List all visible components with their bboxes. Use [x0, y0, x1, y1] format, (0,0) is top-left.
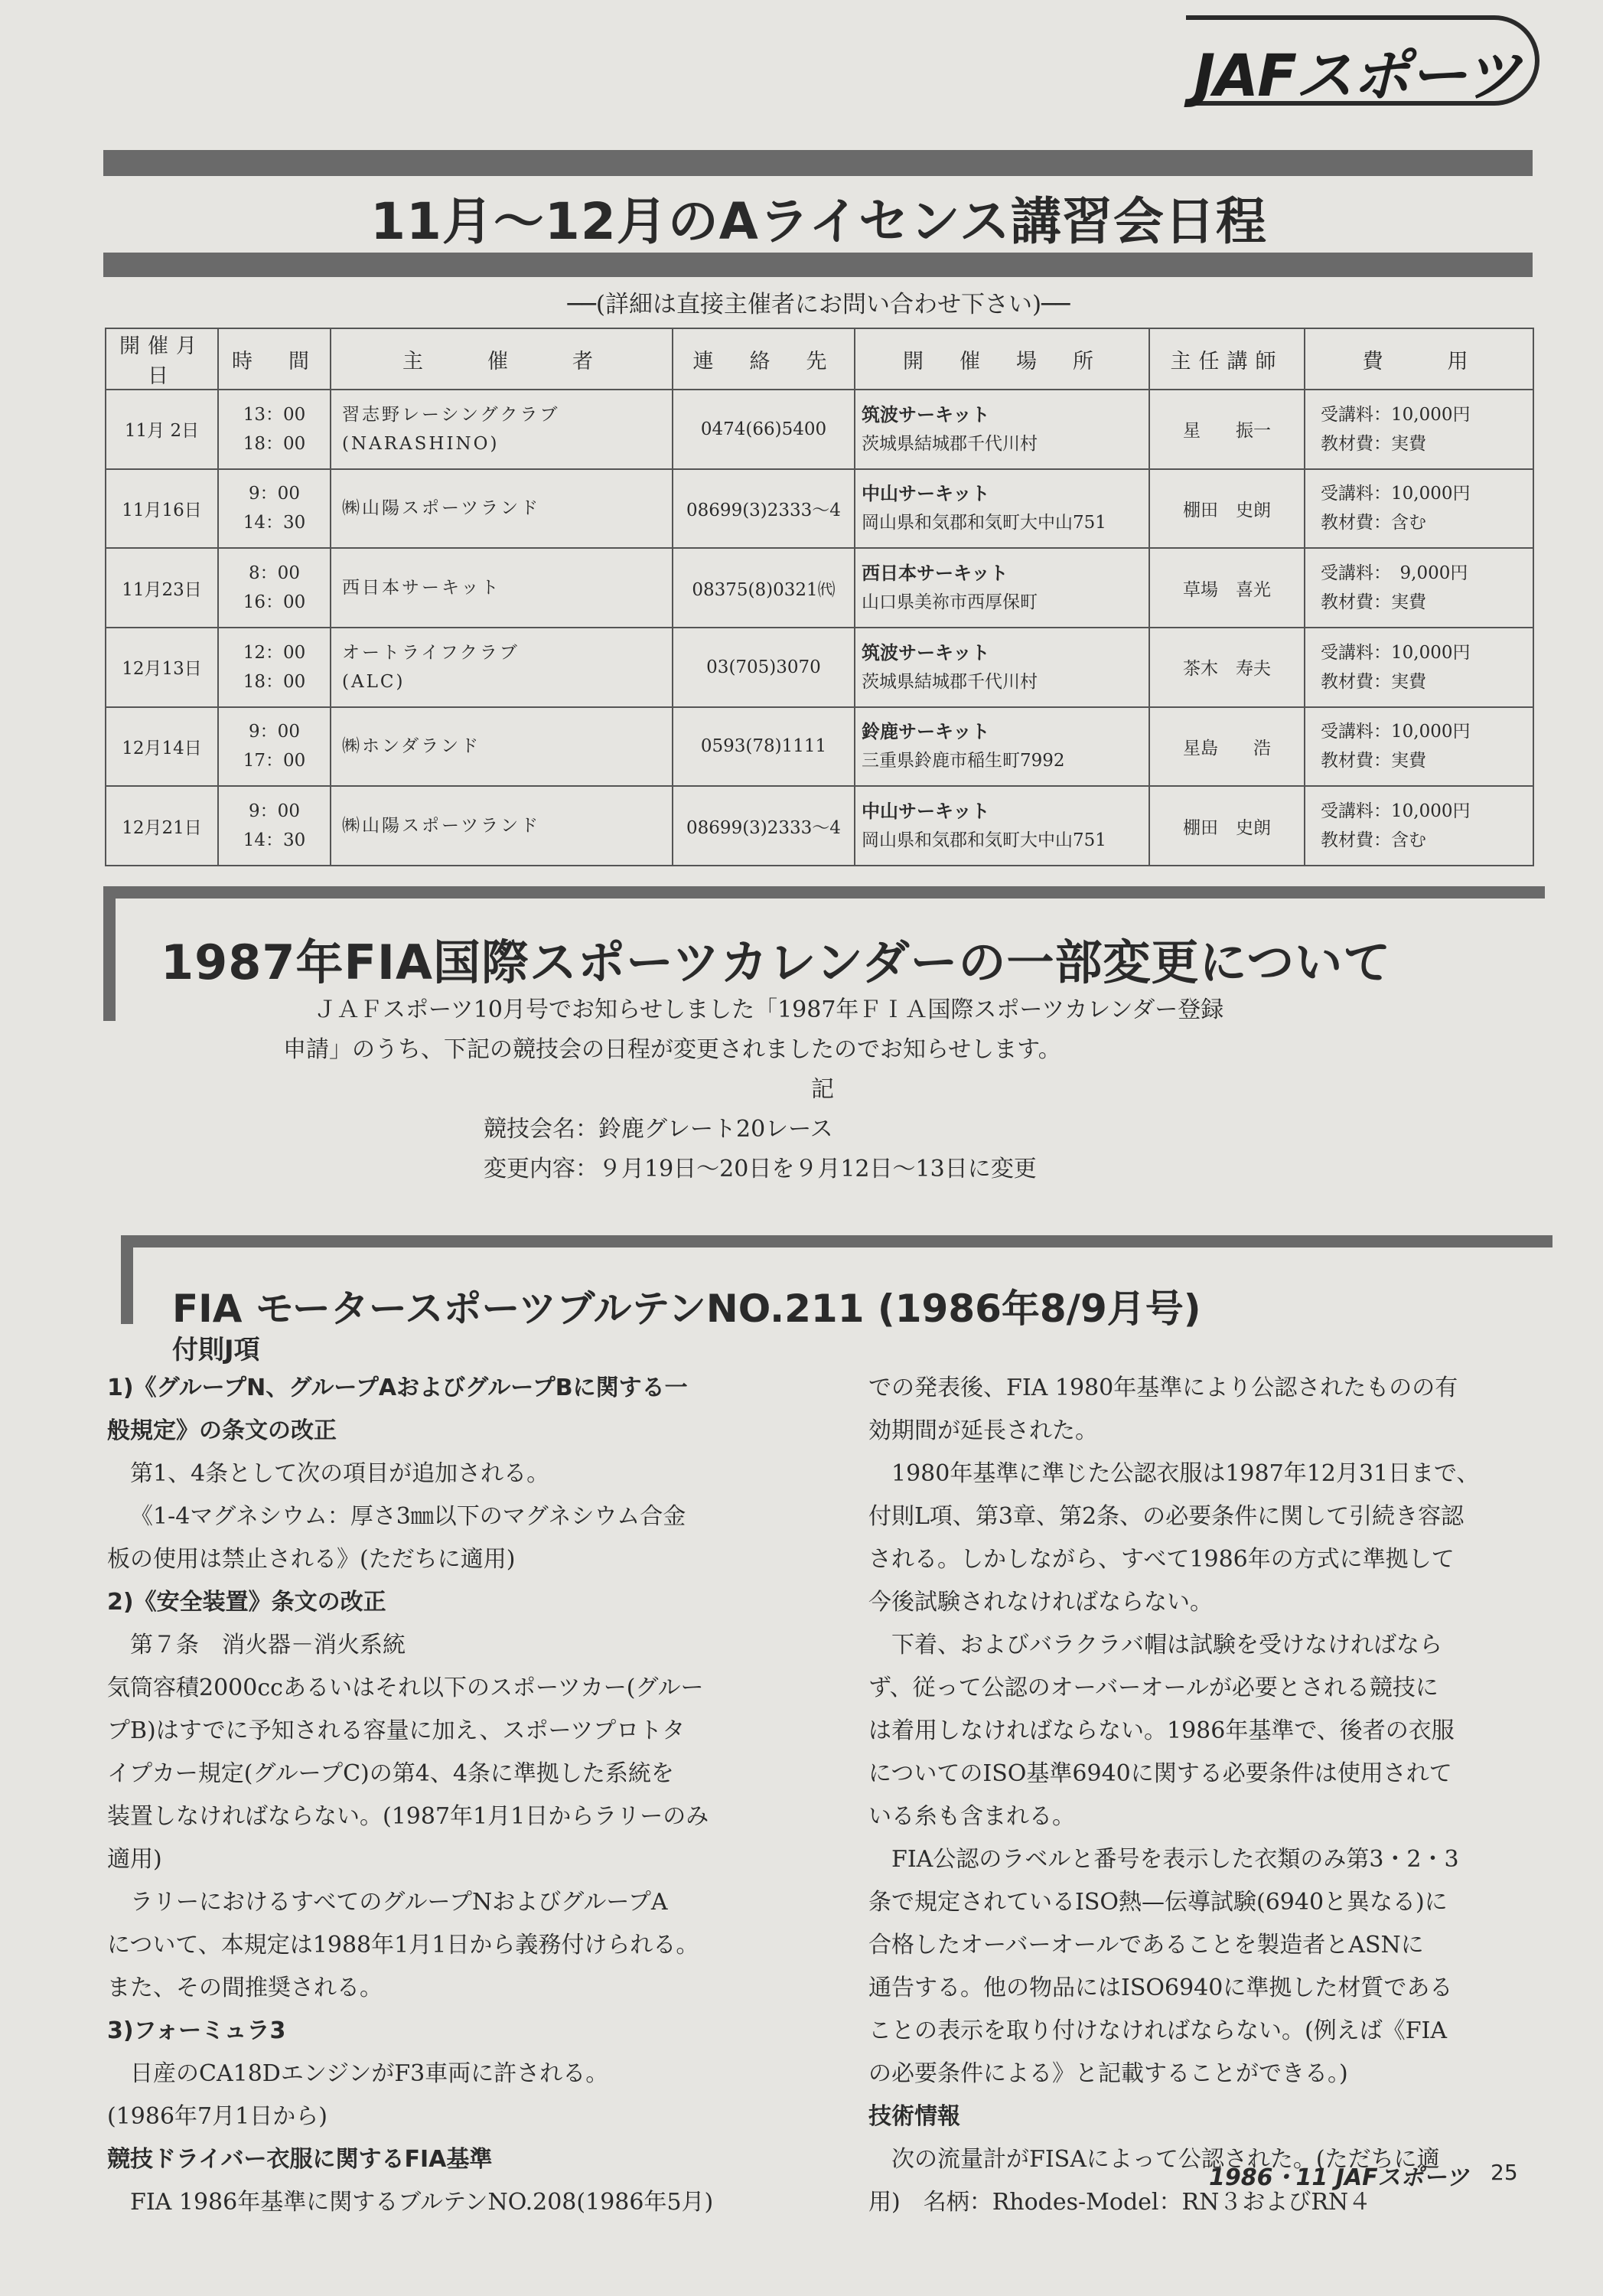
article-heading: 般規定》の条文の改正	[107, 1417, 337, 1444]
cell-instructor: 草場 喜光	[1149, 548, 1305, 628]
cell-time	[218, 390, 331, 469]
section3-title: FIA モータースポーツブルテンNO.211 (1986年8/9月号)	[172, 1287, 1201, 1331]
article-line: 付則L項、第3章、第2条、の必要条件に関して引続き容認	[868, 1503, 1465, 1530]
fee-lecture: 受講料： 9,000円	[1321, 563, 1468, 584]
section1-note: ──(詳細は直接主催者にお問い合わせ下さい)──	[567, 291, 1070, 318]
article-line: される。しかしながら、すべて1986年の方式に準拠して	[868, 1546, 1455, 1573]
cell-organizer	[331, 628, 673, 707]
cell-date: 12月14日	[106, 707, 218, 787]
article-line: FIA 1986年基準に関するブルテンNO.208(1986年5月)	[130, 2189, 714, 2216]
section3-subtitle: 付則J項	[172, 1335, 260, 1365]
table-row	[106, 786, 1533, 866]
fee-material: 教材費：含む	[1321, 513, 1426, 533]
cell-date: 11月16日	[106, 469, 218, 549]
venue-name: 中山サーキット	[862, 800, 990, 823]
organizer-name: 西日本サーキット	[342, 578, 501, 598]
cell-fee	[1305, 786, 1533, 866]
fee-lecture: 受講料：10,000円	[1321, 484, 1471, 504]
article-line: 《1-4マグネシウム：厚さ3㎜以下のマグネシウム合金	[130, 1503, 686, 1530]
time-start: 12：00	[243, 642, 306, 663]
cell-venue	[855, 628, 1149, 707]
article-line: 通告する。他の物品にはISO6940に準拠した材質である	[868, 1975, 1453, 2001]
article-line: FIA公認のラベルと番号を表示した衣類のみ第3・2・3	[891, 1846, 1459, 1873]
footer-issue: 1986・11 JAFスポーツ	[1209, 2164, 1469, 2191]
article-line: ラリーにおけるすべてのグループNおよびグループA	[130, 1889, 668, 1916]
time-start: 13：00	[243, 404, 306, 425]
cell-instructor: 茶木 寿夫	[1149, 628, 1305, 707]
venue-address: 岡山県和気郡和気町大中山751	[862, 513, 1106, 533]
cell-instructor: 棚田 史朗	[1149, 786, 1305, 866]
notice-event: 競技会名：鈴鹿グレート20レース	[484, 1116, 833, 1143]
section2-body	[283, 990, 1507, 1189]
cell-time	[218, 548, 331, 628]
cell-fee	[1305, 707, 1533, 787]
venue-address: 山口県美祢市西厚保町	[862, 592, 1038, 613]
article-heading: 3)フォーミュラ3	[107, 2017, 286, 2044]
cell-date: 12月13日	[106, 628, 218, 707]
cell-time	[218, 786, 331, 866]
article-line: イプカー規定(グループC)の第4、4条に準拠した系統を	[107, 1760, 674, 1787]
article-line: についてのISO基準6940に関する必要条件は使用されて	[868, 1760, 1452, 1787]
cell-time	[218, 707, 331, 787]
table-header-row	[106, 328, 1533, 390]
cell-time	[218, 628, 331, 707]
table-row	[106, 707, 1533, 787]
time-start: 8：00	[249, 563, 300, 584]
table-header-cell: 主任講師	[1149, 328, 1305, 390]
article-line: での発表後、FIA 1980年基準により公認されたものの有	[868, 1375, 1458, 1401]
time-end: 18：00	[243, 433, 306, 454]
article-line: 次の流量計がFISAによって公認された。(ただちに適	[891, 2146, 1440, 2173]
organizer-sub: (ALC)	[342, 671, 406, 692]
article-line: 今後試験されなければならない。	[868, 1589, 1213, 1616]
article-line: 第1、4条として次の項目が追加される。	[130, 1460, 550, 1487]
table-header-cell: 連 絡 先	[673, 328, 855, 390]
venue-name: 西日本サーキット	[862, 562, 1008, 585]
cell-organizer	[331, 786, 673, 866]
cell-venue	[855, 786, 1149, 866]
time-end: 18：00	[243, 671, 306, 692]
article-line: また、その間推奨される。	[107, 1975, 383, 2001]
article-line: 適用)	[107, 1846, 162, 1873]
cell-venue	[855, 707, 1149, 787]
time-start: 9：00	[249, 484, 300, 504]
time-start: 9：00	[249, 722, 300, 742]
table-row	[106, 469, 1533, 549]
article-line: 第７条 消火器－消火系統	[130, 1632, 406, 1658]
article-line: 条で規定されているISO熱—伝導試験(6940と異なる)に	[868, 1889, 1448, 1916]
venue-address: 茨城県結城郡千代川村	[862, 671, 1038, 692]
article-line: の必要条件による》と記載することができる。)	[868, 2060, 1348, 2087]
fee-lecture: 受講料：10,000円	[1321, 801, 1471, 822]
cell-instructor: 星島 浩	[1149, 707, 1305, 787]
magazine-logo	[1186, 15, 1539, 109]
article-line: 装置しなければならない。(1987年1月1日からラリーのみ	[107, 1803, 709, 1830]
cell-contact: 08375(8)0321㈹	[673, 548, 855, 628]
cell-organizer	[331, 469, 673, 549]
cell-organizer	[331, 548, 673, 628]
article-column-right	[868, 1367, 1542, 2224]
time-end: 16：00	[243, 592, 306, 613]
article-line: 気筒容積2000ccあるいはそれ以下のスポーツカー(グルー	[107, 1675, 704, 1701]
article-line: 効期間が延長された。	[868, 1417, 1098, 1444]
cell-contact: 08699(3)2333〜4	[673, 469, 855, 549]
fee-material: 教材費：実費	[1321, 671, 1426, 692]
organizer-name: ㈱山陽スポーツランド	[342, 816, 541, 837]
table-row	[106, 548, 1533, 628]
schedule-table	[105, 328, 1534, 866]
article-line: 板の使用は禁止される》(ただちに適用)	[107, 1546, 516, 1573]
article-line: について、本規定は1988年1月1日から義務付けられる。	[107, 1932, 699, 1958]
cell-organizer	[331, 707, 673, 787]
notice-line-2: 申請」のうち、下記の競技会の日程が変更されましたのでお知らせします。	[283, 1036, 1061, 1063]
cell-instructor: 星 振一	[1149, 390, 1305, 469]
table-row	[106, 628, 1533, 707]
article-line: は着用しなければならない。1986年基準で、後者の衣服	[868, 1717, 1455, 1744]
organizer-sub: (NARASHINO)	[342, 433, 500, 454]
notice-line-1: ＪＡＦスポーツ10月号でお知らせしました「1987年ＦＩＡ国際スポーツカレンダー登録	[314, 996, 1224, 1023]
venue-address: 三重県鈴鹿市稲生町7992	[862, 751, 1065, 771]
article-line: 用) 名柄：Rhodes-Model：RN３およびRN４	[868, 2189, 1372, 2216]
title-bar-bottom	[103, 253, 1533, 277]
time-end: 14：30	[243, 513, 306, 533]
cell-fee	[1305, 390, 1533, 469]
venue-address: 茨城県結城郡千代川村	[862, 433, 1038, 454]
page-number: 25	[1491, 2160, 1518, 2185]
cell-date: 12月21日	[106, 786, 218, 866]
cell-contact: 03(705)3070	[673, 628, 855, 707]
title-bar-top	[103, 150, 1533, 176]
table-header-cell: 開催月日	[106, 328, 218, 390]
table-row	[106, 390, 1533, 469]
notice-change: 変更内容：９月19日〜20日を９月12日〜13日に変更	[484, 1156, 1037, 1182]
article-line: 1980年基準に準じた公認衣服は1987年12月31日まで、	[891, 1460, 1480, 1487]
cell-venue	[855, 469, 1149, 549]
article-heading: 技術情報	[868, 2103, 960, 2130]
fee-material: 教材費：含む	[1321, 830, 1426, 851]
cell-instructor: 棚田 史朗	[1149, 469, 1305, 549]
table-header-cell: 開 催 場 所	[855, 328, 1149, 390]
cell-contact: 08699(3)2333〜4	[673, 786, 855, 866]
cell-date: 11月 2日	[106, 390, 218, 469]
article-line: 下着、およびバラクラバ帽は試験を受けなければなら	[891, 1632, 1442, 1658]
fee-lecture: 受講料：10,000円	[1321, 642, 1471, 663]
cell-date: 11月23日	[106, 548, 218, 628]
venue-name: 筑波サーキット	[862, 403, 990, 426]
logo-text: JAFスポーツ	[1194, 41, 1520, 109]
time-end: 17：00	[243, 751, 306, 771]
article-line: ず、従って公認のオーバーオールが必要とされる競技に	[868, 1675, 1438, 1701]
venue-name: 中山サーキット	[862, 482, 990, 505]
fee-material: 教材費：実費	[1321, 592, 1426, 613]
fee-lecture: 受講料：10,000円	[1321, 404, 1471, 425]
organizer-name: ㈱ホンダランド	[342, 736, 481, 757]
article-line: いる糸も含まれる。	[868, 1803, 1075, 1830]
organizer-name: 習志野レーシングクラブ	[342, 404, 560, 425]
article-line: ことの表示を取り付けなければならない。(例えば《FIA	[868, 2017, 1448, 2044]
cell-contact: 0593(78)1111	[673, 707, 855, 787]
venue-name: 筑波サーキット	[862, 641, 990, 664]
cell-time	[218, 469, 331, 549]
article-column-left	[107, 1367, 811, 2224]
table-header-cell: 費 用	[1305, 328, 1533, 390]
organizer-name: ㈱山陽スポーツランド	[342, 498, 541, 519]
time-end: 14：30	[243, 830, 306, 851]
article-line: (1986年7月1日から)	[107, 2103, 327, 2130]
cell-fee	[1305, 628, 1533, 707]
venue-name: 鈴鹿サーキット	[862, 720, 990, 743]
fee-lecture: 受講料：10,000円	[1321, 722, 1471, 742]
notice-ki: 記	[811, 1076, 834, 1103]
time-start: 9：00	[249, 801, 300, 822]
cell-venue	[855, 390, 1149, 469]
cell-fee	[1305, 469, 1533, 549]
fee-material: 教材費：実費	[1321, 751, 1426, 771]
article-line: プB)はすでに予知される容量に加え、スポーツプロトタ	[107, 1717, 686, 1744]
section1-title: 11月〜12月のAライセンス講習会日程	[370, 192, 1267, 251]
section2-title: 1987年FIA国際スポーツカレンダーの一部変更について	[161, 934, 1392, 990]
article-line: 日産のCA18DエンジンがF3車両に許される。	[130, 2060, 609, 2087]
fee-material: 教材費：実費	[1321, 433, 1426, 454]
article-heading: 2)《安全装置》条文の改正	[107, 1589, 386, 1616]
venue-address: 岡山県和気郡和気町大中山751	[862, 830, 1106, 851]
article-heading: 競技ドライバー衣服に関するFIA基準	[107, 2146, 493, 2173]
cell-venue	[855, 548, 1149, 628]
table-header-cell: 主 催 者	[331, 328, 673, 390]
cell-organizer	[331, 390, 673, 469]
organizer-name: オートライフクラブ	[342, 642, 520, 663]
table-header-cell: 時 間	[218, 328, 331, 390]
article-heading: 1)《グループN、グループAおよびグループBに関する一	[107, 1375, 688, 1401]
cell-fee	[1305, 548, 1533, 628]
cell-contact: 0474(66)5400	[673, 390, 855, 469]
article-line: 合格したオーバーオールであることを製造者とASNに	[868, 1932, 1424, 1958]
